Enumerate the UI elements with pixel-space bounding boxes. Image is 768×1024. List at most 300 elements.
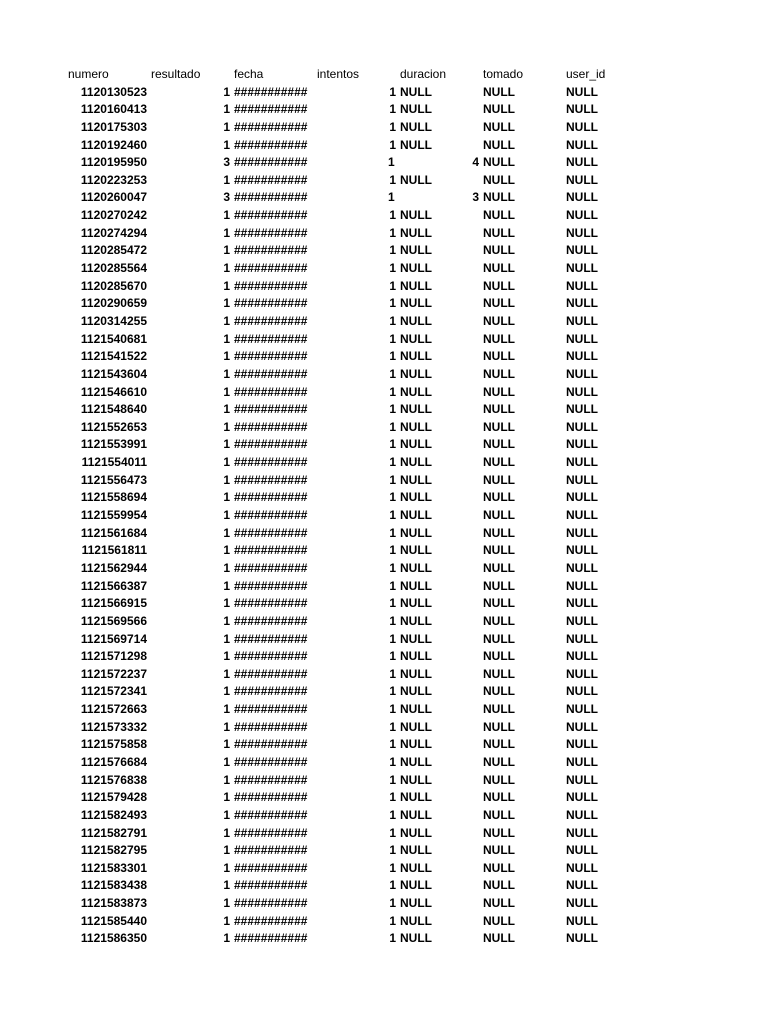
cell-intentos: 1 bbox=[389, 472, 396, 487]
cell-duracion: NULL bbox=[400, 419, 432, 434]
cell-numero: 1121561811 bbox=[81, 543, 147, 558]
cell-user-id: NULL bbox=[566, 702, 598, 717]
table-row bbox=[0, 119, 768, 137]
cell-user-id: NULL bbox=[566, 261, 598, 276]
cell-intentos: 1 bbox=[389, 137, 396, 152]
cell-resultado: 3 bbox=[223, 155, 230, 170]
cell-numero: 1120285670 bbox=[80, 278, 147, 293]
table-row bbox=[0, 595, 768, 613]
cell-numero: 1121548640 bbox=[80, 402, 147, 417]
cell-fecha: ########### bbox=[234, 843, 308, 858]
cell-resultado: 1 bbox=[223, 666, 230, 681]
cell-user-id: NULL bbox=[566, 613, 598, 628]
cell-intentos: 1 bbox=[389, 261, 396, 276]
table-row bbox=[0, 913, 768, 931]
cell-intentos: 1 bbox=[389, 543, 396, 558]
cell-tomado: NULL bbox=[483, 596, 515, 611]
header-row bbox=[0, 66, 768, 84]
cell-fecha: ########### bbox=[234, 155, 308, 170]
table-row bbox=[0, 666, 768, 684]
cell-user-id: NULL bbox=[566, 190, 598, 205]
cell-tomado: NULL bbox=[483, 437, 515, 452]
cell-numero: 1121572663 bbox=[80, 702, 147, 717]
cell-resultado: 1 bbox=[223, 102, 230, 117]
cell-user-id: NULL bbox=[566, 349, 598, 364]
cell-tomado: NULL bbox=[483, 402, 515, 417]
cell-tomado: NULL bbox=[483, 613, 515, 628]
cell-resultado: 1 bbox=[223, 243, 230, 258]
cell-intentos: 1 bbox=[389, 455, 396, 470]
table-row bbox=[0, 683, 768, 701]
cell-numero: 1121576684 bbox=[80, 754, 147, 769]
table-row bbox=[0, 648, 768, 666]
cell-tomado: NULL bbox=[483, 825, 515, 840]
cell-intentos: 1 bbox=[389, 596, 396, 611]
table-row bbox=[0, 507, 768, 525]
cell-intentos: 1 bbox=[389, 225, 396, 240]
cell-user-id: NULL bbox=[566, 472, 598, 487]
cell-fecha: ########### bbox=[234, 772, 308, 787]
cell-intentos: 1 bbox=[389, 631, 396, 646]
cell-numero: 1121585440 bbox=[80, 913, 147, 928]
cell-fecha: ########### bbox=[234, 931, 308, 946]
cell-resultado: 1 bbox=[223, 878, 230, 893]
cell-resultado: 1 bbox=[223, 437, 230, 452]
cell-user-id: NULL bbox=[566, 649, 598, 664]
cell-fecha: ########### bbox=[234, 472, 308, 487]
cell-user-id: NULL bbox=[566, 790, 598, 805]
cell-numero: 1121572341 bbox=[80, 684, 147, 699]
cell-resultado: 1 bbox=[223, 137, 230, 152]
cell-tomado: NULL bbox=[483, 331, 515, 346]
cell-duracion: NULL bbox=[400, 896, 432, 911]
cell-duracion: NULL bbox=[400, 649, 432, 664]
table-row bbox=[0, 631, 768, 649]
cell-resultado: 1 bbox=[223, 261, 230, 276]
cell-user-id: NULL bbox=[566, 84, 598, 99]
cell-resultado: 1 bbox=[223, 472, 230, 487]
cell-numero: 1121582791 bbox=[80, 825, 147, 840]
cell-fecha: ########### bbox=[234, 825, 308, 840]
cell-numero: 1120195950 bbox=[80, 155, 147, 170]
cell-intentos: 1 bbox=[389, 278, 396, 293]
cell-fecha: ########### bbox=[234, 790, 308, 805]
cell-resultado: 1 bbox=[223, 719, 230, 734]
cell-resultado: 1 bbox=[223, 684, 230, 699]
table-row bbox=[0, 754, 768, 772]
cell-tomado: NULL bbox=[483, 172, 515, 187]
cell-resultado: 1 bbox=[223, 525, 230, 540]
cell-duracion: NULL bbox=[400, 737, 432, 752]
cell-user-id: NULL bbox=[566, 278, 598, 293]
cell-tomado: NULL bbox=[483, 313, 515, 328]
table-row bbox=[0, 930, 768, 948]
cell-intentos: 1 bbox=[389, 84, 396, 99]
cell-duracion: NULL bbox=[400, 931, 432, 946]
cell-intentos: 1 bbox=[389, 843, 396, 858]
cell-intentos: 1 bbox=[389, 578, 396, 593]
cell-resultado: 1 bbox=[223, 913, 230, 928]
cell-fecha: ########### bbox=[234, 366, 308, 381]
cell-duracion: NULL bbox=[400, 666, 432, 681]
cell-tomado: NULL bbox=[483, 190, 515, 205]
table-row bbox=[0, 313, 768, 331]
table-row bbox=[0, 278, 768, 296]
cell-user-id: NULL bbox=[566, 560, 598, 575]
cell-user-id: NULL bbox=[566, 754, 598, 769]
cell-user-id: NULL bbox=[566, 878, 598, 893]
cell-resultado: 1 bbox=[223, 349, 230, 364]
cell-tomado: NULL bbox=[483, 102, 515, 117]
cell-intentos: 1 bbox=[389, 490, 396, 505]
cell-fecha: ########### bbox=[234, 525, 308, 540]
cell-duracion: NULL bbox=[400, 472, 432, 487]
table-row bbox=[0, 860, 768, 878]
table-row bbox=[0, 525, 768, 543]
cell-intentos: 1 bbox=[389, 790, 396, 805]
cell-numero: 1120260047 bbox=[80, 190, 147, 205]
cell-duracion: NULL bbox=[400, 366, 432, 381]
cell-duracion: NULL bbox=[400, 208, 432, 223]
cell-intentos: 1 bbox=[389, 437, 396, 452]
cell-resultado: 1 bbox=[223, 313, 230, 328]
cell-tomado: NULL bbox=[483, 525, 515, 540]
cell-fecha: ########### bbox=[234, 119, 308, 134]
cell-fecha: ########### bbox=[234, 860, 308, 875]
table-row bbox=[0, 542, 768, 560]
cell-user-id: NULL bbox=[566, 843, 598, 858]
cell-numero: 1121579428 bbox=[80, 790, 147, 805]
cell-resultado: 1 bbox=[223, 613, 230, 628]
cell-intentos: 1 bbox=[389, 313, 396, 328]
cell-fecha: ########### bbox=[234, 578, 308, 593]
cell-duracion: NULL bbox=[400, 702, 432, 717]
cell-duracion: NULL bbox=[400, 772, 432, 787]
cell-fecha: ########### bbox=[234, 754, 308, 769]
cell-user-id: NULL bbox=[566, 913, 598, 928]
cell-tomado: NULL bbox=[483, 649, 515, 664]
cell-numero: 1121573332 bbox=[80, 719, 147, 734]
table-row bbox=[0, 719, 768, 737]
cell-tomado: NULL bbox=[483, 225, 515, 240]
cell-user-id: NULL bbox=[566, 208, 598, 223]
cell-tomado: NULL bbox=[483, 543, 515, 558]
cell-intentos: 1 bbox=[389, 666, 396, 681]
cell-resultado: 1 bbox=[223, 331, 230, 346]
cell-tomado: NULL bbox=[483, 508, 515, 523]
cell-intentos: 1 bbox=[388, 155, 395, 170]
cell-tomado: NULL bbox=[483, 754, 515, 769]
cell-resultado: 1 bbox=[223, 737, 230, 752]
cell-intentos: 1 bbox=[389, 349, 396, 364]
cell-resultado: 1 bbox=[223, 649, 230, 664]
table-row bbox=[0, 242, 768, 260]
table-row bbox=[0, 436, 768, 454]
cell-intentos: 1 bbox=[389, 878, 396, 893]
cell-fecha: ########### bbox=[234, 208, 308, 223]
table-row bbox=[0, 384, 768, 402]
cell-fecha: ########### bbox=[234, 225, 308, 240]
cell-numero: 1121575858 bbox=[80, 737, 147, 752]
cell-user-id: NULL bbox=[566, 419, 598, 434]
cell-duracion: NULL bbox=[400, 102, 432, 117]
cell-duracion: NULL bbox=[400, 384, 432, 399]
cell-intentos: 1 bbox=[389, 402, 396, 417]
cell-numero: 1120274294 bbox=[80, 225, 147, 240]
table-row bbox=[0, 419, 768, 437]
cell-fecha: ########### bbox=[234, 896, 308, 911]
cell-user-id: NULL bbox=[566, 155, 598, 170]
cell-user-id: NULL bbox=[566, 719, 598, 734]
cell-resultado: 1 bbox=[223, 225, 230, 240]
cell-intentos: 1 bbox=[388, 190, 395, 205]
cell-numero: 1120270242 bbox=[80, 208, 147, 223]
cell-duracion: 3 bbox=[472, 190, 479, 205]
cell-intentos: 1 bbox=[389, 384, 396, 399]
cell-duracion: NULL bbox=[400, 84, 432, 99]
cell-resultado: 1 bbox=[223, 843, 230, 858]
cell-resultado: 1 bbox=[223, 490, 230, 505]
cell-numero: 1121540681 bbox=[80, 331, 147, 346]
cell-duracion: NULL bbox=[400, 684, 432, 699]
cell-tomado: NULL bbox=[483, 560, 515, 575]
cell-numero: 1120223253 bbox=[80, 172, 147, 187]
cell-numero: 1121554011 bbox=[81, 455, 147, 470]
cell-intentos: 1 bbox=[389, 172, 396, 187]
cell-tomado: NULL bbox=[483, 419, 515, 434]
header-resultado: resultado bbox=[151, 67, 201, 81]
cell-intentos: 1 bbox=[389, 896, 396, 911]
table-row bbox=[0, 489, 768, 507]
cell-fecha: ########### bbox=[234, 878, 308, 893]
spreadsheet-table bbox=[0, 66, 768, 948]
cell-resultado: 1 bbox=[223, 296, 230, 311]
cell-fecha: ########### bbox=[234, 349, 308, 364]
cell-user-id: NULL bbox=[566, 243, 598, 258]
cell-resultado: 1 bbox=[223, 896, 230, 911]
cell-tomado: NULL bbox=[483, 807, 515, 822]
cell-fecha: ########### bbox=[234, 331, 308, 346]
cell-duracion: NULL bbox=[400, 825, 432, 840]
header-intentos: intentos bbox=[317, 67, 360, 81]
cell-numero: 1121571298 bbox=[80, 649, 147, 664]
cell-resultado: 1 bbox=[223, 419, 230, 434]
table-row bbox=[0, 736, 768, 754]
cell-fecha: ########### bbox=[234, 596, 308, 611]
cell-tomado: NULL bbox=[483, 860, 515, 875]
cell-duracion: NULL bbox=[400, 754, 432, 769]
cell-fecha: ########### bbox=[234, 543, 308, 558]
cell-intentos: 1 bbox=[389, 684, 396, 699]
table-row bbox=[0, 807, 768, 825]
cell-fecha: ########### bbox=[234, 437, 308, 452]
cell-resultado: 1 bbox=[223, 754, 230, 769]
header-user-id: user_id bbox=[566, 67, 606, 81]
cell-user-id: NULL bbox=[566, 825, 598, 840]
cell-tomado: NULL bbox=[483, 719, 515, 734]
cell-user-id: NULL bbox=[566, 508, 598, 523]
table-row bbox=[0, 701, 768, 719]
table-row bbox=[0, 842, 768, 860]
table-row bbox=[0, 84, 768, 102]
cell-user-id: NULL bbox=[566, 807, 598, 822]
cell-resultado: 1 bbox=[223, 578, 230, 593]
table-row bbox=[0, 154, 768, 172]
cell-tomado: NULL bbox=[483, 684, 515, 699]
cell-tomado: NULL bbox=[483, 137, 515, 152]
cell-numero: 1121582493 bbox=[80, 807, 147, 822]
cell-user-id: NULL bbox=[566, 437, 598, 452]
cell-tomado: NULL bbox=[483, 243, 515, 258]
cell-tomado: NULL bbox=[483, 472, 515, 487]
cell-duracion: NULL bbox=[400, 437, 432, 452]
cell-user-id: NULL bbox=[566, 313, 598, 328]
cell-duracion: NULL bbox=[400, 278, 432, 293]
cell-fecha: ########### bbox=[234, 455, 308, 470]
table-row bbox=[0, 401, 768, 419]
table-row bbox=[0, 454, 768, 472]
cell-numero: 1121576838 bbox=[80, 772, 147, 787]
table-row bbox=[0, 172, 768, 190]
cell-resultado: 1 bbox=[223, 84, 230, 99]
cell-intentos: 1 bbox=[389, 772, 396, 787]
cell-numero: 1121572237 bbox=[80, 666, 147, 681]
cell-duracion: NULL bbox=[400, 225, 432, 240]
cell-duracion: NULL bbox=[400, 578, 432, 593]
cell-numero: 1121582795 bbox=[80, 843, 147, 858]
cell-user-id: NULL bbox=[566, 296, 598, 311]
cell-duracion: NULL bbox=[400, 243, 432, 258]
cell-user-id: NULL bbox=[566, 860, 598, 875]
cell-duracion: NULL bbox=[400, 543, 432, 558]
cell-user-id: NULL bbox=[566, 525, 598, 540]
cell-fecha: ########### bbox=[234, 508, 308, 523]
table-row bbox=[0, 260, 768, 278]
cell-tomado: NULL bbox=[483, 278, 515, 293]
cell-duracion: NULL bbox=[400, 331, 432, 346]
cell-numero: 1120290659 bbox=[80, 296, 147, 311]
cell-fecha: ########### bbox=[234, 719, 308, 734]
cell-duracion: NULL bbox=[400, 843, 432, 858]
cell-user-id: NULL bbox=[566, 331, 598, 346]
cell-numero: 1121559954 bbox=[80, 508, 147, 523]
cell-resultado: 1 bbox=[223, 772, 230, 787]
cell-duracion: NULL bbox=[400, 719, 432, 734]
cell-tomado: NULL bbox=[483, 349, 515, 364]
cell-intentos: 1 bbox=[389, 754, 396, 769]
cell-intentos: 1 bbox=[389, 525, 396, 540]
table-row bbox=[0, 895, 768, 913]
cell-intentos: 1 bbox=[389, 807, 396, 822]
cell-fecha: ########### bbox=[234, 172, 308, 187]
table-row bbox=[0, 789, 768, 807]
cell-tomado: NULL bbox=[483, 119, 515, 134]
cell-duracion: NULL bbox=[400, 261, 432, 276]
cell-numero: 1120192460 bbox=[80, 137, 147, 152]
cell-fecha: ########### bbox=[234, 84, 308, 99]
cell-resultado: 1 bbox=[223, 455, 230, 470]
cell-fecha: ########### bbox=[234, 419, 308, 434]
cell-resultado: 1 bbox=[223, 807, 230, 822]
cell-intentos: 1 bbox=[389, 702, 396, 717]
cell-user-id: NULL bbox=[566, 896, 598, 911]
cell-numero: 1121583438 bbox=[80, 878, 147, 893]
cell-fecha: ########### bbox=[234, 137, 308, 152]
cell-fecha: ########### bbox=[234, 402, 308, 417]
cell-tomado: NULL bbox=[483, 155, 515, 170]
cell-tomado: NULL bbox=[483, 790, 515, 805]
cell-tomado: NULL bbox=[483, 296, 515, 311]
cell-numero: 1121586350 bbox=[80, 931, 147, 946]
cell-duracion: 4 bbox=[472, 155, 479, 170]
cell-tomado: NULL bbox=[483, 631, 515, 646]
table-row bbox=[0, 578, 768, 596]
cell-resultado: 1 bbox=[223, 931, 230, 946]
cell-fecha: ########### bbox=[234, 278, 308, 293]
cell-user-id: NULL bbox=[566, 102, 598, 117]
cell-duracion: NULL bbox=[400, 878, 432, 893]
cell-numero: 1121558694 bbox=[80, 490, 147, 505]
cell-fecha: ########### bbox=[234, 684, 308, 699]
header-numero: numero bbox=[68, 67, 109, 81]
cell-tomado: NULL bbox=[483, 878, 515, 893]
cell-duracion: NULL bbox=[400, 860, 432, 875]
cell-duracion: NULL bbox=[400, 137, 432, 152]
cell-duracion: NULL bbox=[400, 455, 432, 470]
cell-resultado: 1 bbox=[223, 366, 230, 381]
cell-fecha: ########### bbox=[234, 296, 308, 311]
cell-numero: 1121566387 bbox=[80, 578, 147, 593]
cell-user-id: NULL bbox=[566, 684, 598, 699]
cell-intentos: 1 bbox=[389, 649, 396, 664]
cell-intentos: 1 bbox=[389, 208, 396, 223]
header-tomado: tomado bbox=[483, 67, 524, 81]
cell-numero: 1121561684 bbox=[80, 525, 147, 540]
cell-user-id: NULL bbox=[566, 225, 598, 240]
cell-user-id: NULL bbox=[566, 578, 598, 593]
cell-duracion: NULL bbox=[400, 790, 432, 805]
cell-user-id: NULL bbox=[566, 737, 598, 752]
cell-fecha: ########### bbox=[234, 243, 308, 258]
cell-fecha: ########### bbox=[234, 913, 308, 928]
cell-resultado: 1 bbox=[223, 860, 230, 875]
cell-resultado: 1 bbox=[223, 596, 230, 611]
cell-intentos: 1 bbox=[389, 931, 396, 946]
cell-duracion: NULL bbox=[400, 349, 432, 364]
cell-intentos: 1 bbox=[389, 102, 396, 117]
cell-fecha: ########### bbox=[234, 560, 308, 575]
cell-duracion: NULL bbox=[400, 560, 432, 575]
table-row bbox=[0, 613, 768, 631]
cell-tomado: NULL bbox=[483, 84, 515, 99]
cell-tomado: NULL bbox=[483, 490, 515, 505]
cell-resultado: 1 bbox=[223, 278, 230, 293]
table-row bbox=[0, 472, 768, 490]
cell-fecha: ########### bbox=[234, 313, 308, 328]
cell-fecha: ########### bbox=[234, 807, 308, 822]
cell-tomado: NULL bbox=[483, 208, 515, 223]
table-row bbox=[0, 560, 768, 578]
cell-numero: 1120285472 bbox=[80, 243, 147, 258]
cell-fecha: ########### bbox=[234, 384, 308, 399]
table-row bbox=[0, 331, 768, 349]
table-row bbox=[0, 207, 768, 225]
cell-duracion: NULL bbox=[400, 508, 432, 523]
cell-tomado: NULL bbox=[483, 384, 515, 399]
cell-numero: 1121556473 bbox=[80, 472, 147, 487]
cell-numero: 1121569566 bbox=[80, 613, 147, 628]
cell-resultado: 1 bbox=[223, 543, 230, 558]
